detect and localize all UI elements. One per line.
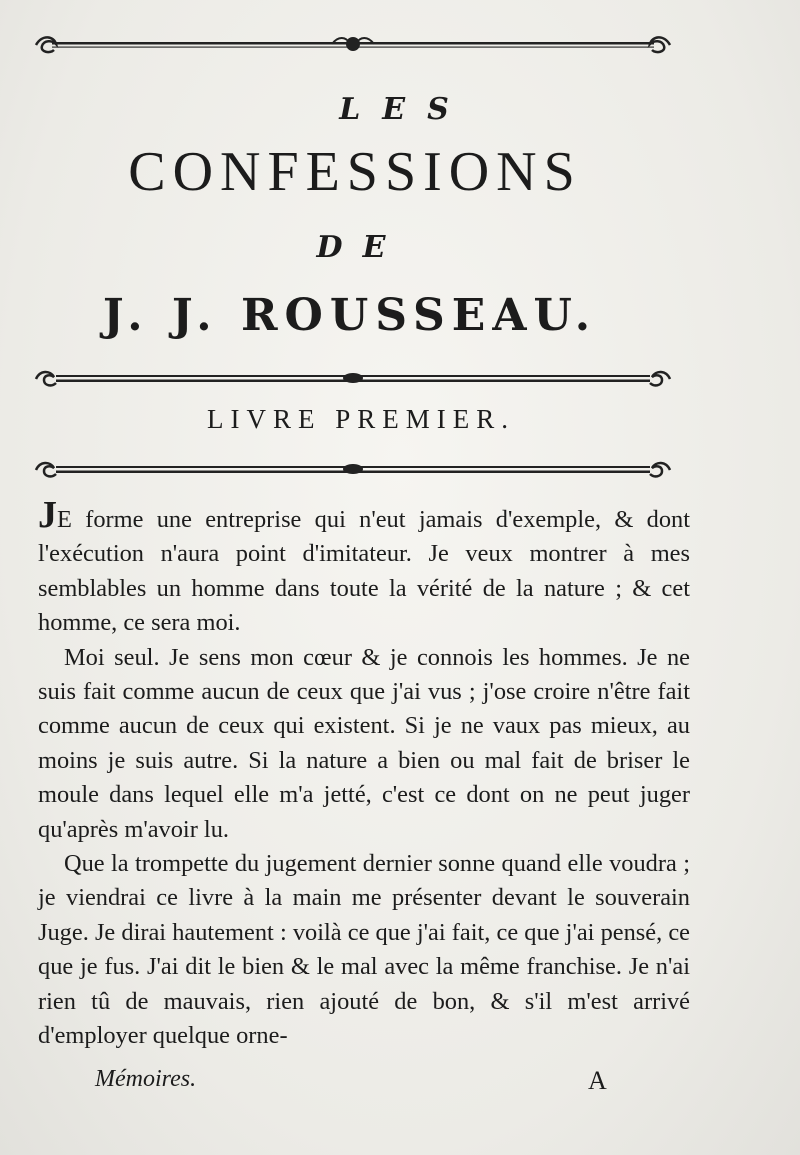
title-de: DE — [316, 230, 406, 265]
signature-label: Mémoires. — [95, 1066, 197, 1092]
paragraph-1 — [38, 494, 690, 641]
book-heading: LIVRE PREMIER. — [206, 404, 515, 434]
title-les: LES — [339, 92, 471, 127]
body-text — [38, 494, 690, 1054]
paragraph-2: Moi seul. Je sens mon cœur & je connois les hommes. Je ne suis fait comme aucun de ceux que j'ai vus ; j'ose croire n'être fait comme aucun de ceux qui existent. Si je ne vaux pas mieux, au moins je suis autre. Si la nature a bien ou mal fait de briser le moule dans lequel elle m'a jetté, c'est ce dont on ne peut juger qu'après m'avoir lu. — [38, 643, 690, 843]
signature-mark: A — [588, 1066, 607, 1095]
paragraph-3: Que la trompette du jugement dernier sonne quand elle voudra ; je viendrai ce livre à la main me présenter devant le souverain Juge. Je dirai hautement : voilà ce que j'ai fait, ce que j'ai pensé, ce que je fus. J'ai dit le bien & le mal avec la même franchise. Je n'ai rien tû de mauvais, rien ajouté de bon, & s'il m'est arrivé d'employer quelque orne- — [38, 850, 690, 1050]
paragraph-1-text: E forme une entreprise qui n'eut jamais d'exemple, & dont l'exécution n'aura point d'imitateur. Je veux montrer à mes semblables un homme dans toute la vérité de la nature ; & cet homme, ce sera moi. — [38, 506, 690, 637]
top-ornamental-rule — [32, 30, 674, 60]
title-confessions: CONFESSIONS — [128, 141, 582, 203]
lower-ornamental-rule — [32, 455, 674, 485]
middle-ornamental-rule — [32, 364, 674, 394]
drop-cap: J — [38, 494, 57, 536]
title-author: J. J. ROUSSEAU. — [102, 290, 598, 341]
